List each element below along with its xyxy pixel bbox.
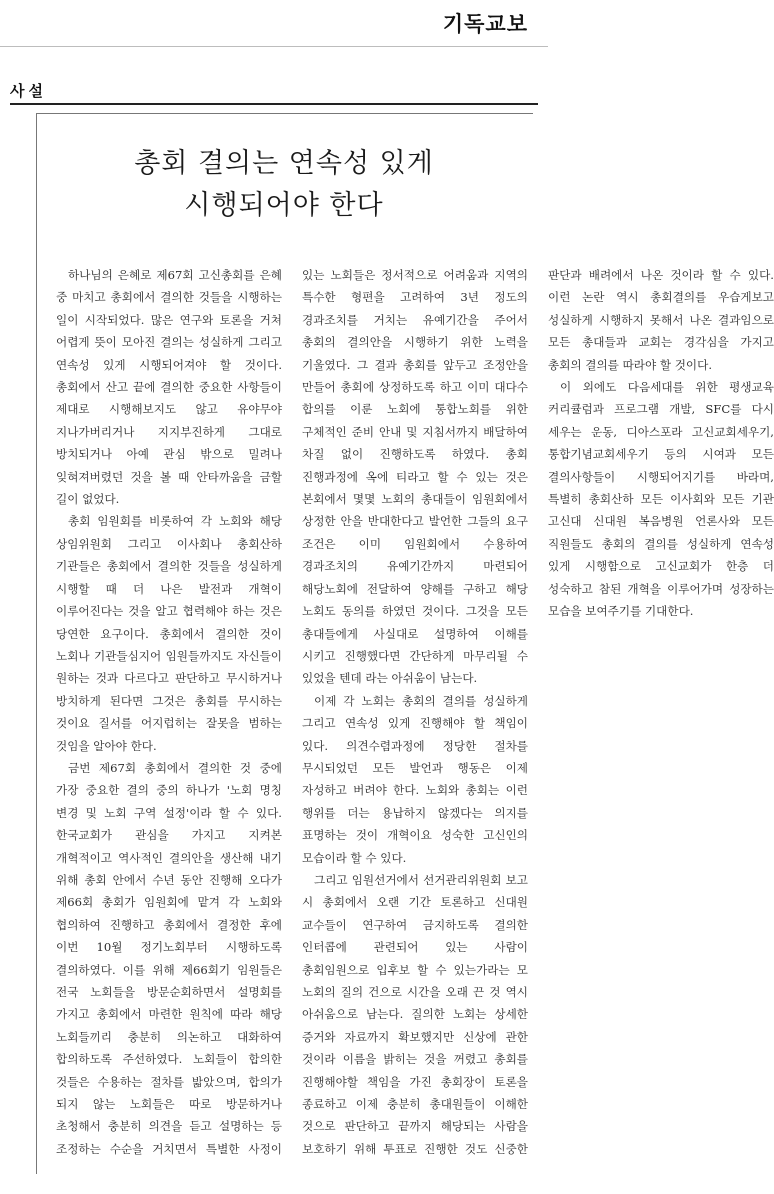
editorial-title-line-2: 시행되어야 한다 xyxy=(184,190,384,221)
body-paragraph-6: 이 외에도 다음세대를 위한 평생교육 커리큘럼과 프로그램 개발, SFC를 다시 세우는 운동, 디아스포라 고신교회세우기, 통합기념교회세우기 등의 시여과 모든 결의사항들이 시행되어지기를 바라며, 특별히 총회산하 모든 이사회와 모든 기관 고신대 신대원 복음병원 언론사와 모든 직원들도 총회의 결의를 성실하게 연속성 있게 시행함으로 고신교회가 한층 더 성숙하고 참된 개혁을 이루어가며 성장하는 모습을 보여주기를 기대한다. xyxy=(548,380,774,619)
editorial-body xyxy=(56,264,774,1174)
body-paragraph-4: 이제 각 노회는 총회의 결의를 성실하게 그리고 연속성 있게 진행해야 할 책임이 있다. 의견수렴과정에 정당한 절차를 무시되었던 모든 발언과 행동은 이제 자성하고 버려야 한다. 노회와 총회는 이런 행위를 더는 용납하지 않겠다는 의지를 표명하는 것이 개혁이요 성숙한 고신인의 모습이라 할 수 있다. xyxy=(302,693,528,865)
body-paragraph-3: 금번 제67회 총회에서 결의한 것 중에 가장 중요한 결의 중의 하나가 '노회 명칭 변경 및 노회 구역 설정'이라 할 수 있다. 한국교회가 관심을 가지고 지켜본 개혁적이고 역사적인 결의안을 생산해 내기 위해 총회 안에서 수년 동안 진행해 오다가 제66회 총회가 임원회에 맡겨 각 노회와 협의하여 진행하고 총회에서 결정한 후에 이번 10월 정기노회부터 시행하도록 결의하였다. 이를 위해 제66회기 임원들은 전국 노회들을 방문순회하면서 설명회를 가지고 총회에서 마련한 원칙에 따라 해당 노회들끼리 충분히 의논하고 대화하여 합의하도록 주선하였다. 노회들이 합의한 것들은 수용하는 절차를 밟았으며, 합의가 되지 않는 노회들은 따로 방문하거나 초청해서 충분히 의견을 듣고 설명하는 등 조정하는 수순을 거치면서 특별한 사정이 있는 노회들은 정서적으로 어려움과 지역의 특수한 형편을 고려하여 3년 정도의 경과조치를 거치는 유예기간을 주어서 총회의 결의안을 시행하기 위한 노력을 기울였다. 그 결과 총회를 앞두고 조정안을 만들어 총회에 상정하도록 하고 이미 대다수 합의를 이룬 노회에 통합노회를 위한 구체적인 준비 안내 및 지침서까지 배달하여 차질 없이 진행하도록 하였다. 총회 진행과정에 옥에 티라고 할 수 있는 것은 본회에서 몇몇 노회의 총대들이 임원회에서 상정한 안을 반대한다고 발언한 그들의 요구 조건은 이미 임원회에서 수용하여 경과조치의 유예기간까지 마련되어 해당노회에 전달하여 양해를 구하고 해당 노회도 동의를 하였던 것이다. 그것을 모든 총대들에게 사실대로 설명하여 이해를 시키고 진행했다면 간단하게 마무리될 수 있었을 텐데 라는 아쉬움이 남는다. xyxy=(56,268,528,1156)
newspaper-name: 기독교보 xyxy=(442,12,528,36)
section-divider xyxy=(10,103,538,105)
masthead xyxy=(0,0,548,47)
editorial-title xyxy=(36,143,532,227)
editorial-title-line-1: 총회 결의는 연속성 있게 xyxy=(134,148,434,179)
section-label: 사설 xyxy=(10,82,47,100)
body-paragraph-5: 그리고 임원선거에서 선거관리위원회 보고 시 총회에서 오랜 기간 토론하고 신대원 교수들이 연구하여 금지하도록 결의한 인터콥에 관련되어 있는 사람이 총회임원으로 입후보 할 수 있는가라는 모 노회의 질의 건으로 시간을 오래 끈 것 역시 아쉬움으로 남는다. 질의한 노회는 상세한 증거와 자료까지 확보했지만 신상에 관한 것이라 이름을 밝히는 것을 꺼렸고 총회를 진행해야할 책임을 가진 총회장이 토론을 종료하고 이제 충분히 총대원들이 이해한 것으로 판단하고 끝까지 해당되는 사람을 보호하기 위해 투표로 진행한 것도 신중한 판단과 배려에서 나온 것이라 할 수 있다. 이런 논란 역시 총회결의를 우습게보고 성실하게 시행하지 못해서 나온 결과임으로 모든 총대들과 교회는 경각심을 가지고 총회의 결의를 따라야 할 것이다. xyxy=(302,268,774,1156)
body-paragraph-2: 총회 임원회를 비롯하여 각 노회와 해당 상임위원회 그리고 이사회나 총회산하 기관들은 총회에서 결의한 것들을 성실하게 시행할 때 더 나은 발전과 개혁이 이루어진다는 것을 알고 협력해야 하는 것은 당연한 요구이다. 총회에서 결의한 것이 노회나 기관들심지어 임원들까지도 자신들이 원하는 것과 다르다고 판단하고 무시하거나 방치하게 된다면 그것은 총회를 무시하는 것이요 질서를 어지럽히는 잘못을 범하는 것임을 알아야 한다. xyxy=(56,514,282,753)
body-paragraph-1: 하나님의 은혜로 제67회 고신총회를 은혜 중 마치고 총회에서 결의한 것들을 시행하는 일이 시작되었다. 많은 연구와 토론을 거쳐 어렵게 뜻이 모아진 결의는 성실하게 그리고 연속성 있게 시행되어져야 할 것이다. 총회에서 산고 끝에 결의한 중요한 사항들이 제대로 시행해보지도 않고 유야무야 지나가버리거나 지지부진하게 그대로 방치되거나 아예 관심 밖으로 밀려나 잊혀져버렸던 것을 볼 때 안타까움을 금할 길이 없었다. xyxy=(56,268,282,507)
